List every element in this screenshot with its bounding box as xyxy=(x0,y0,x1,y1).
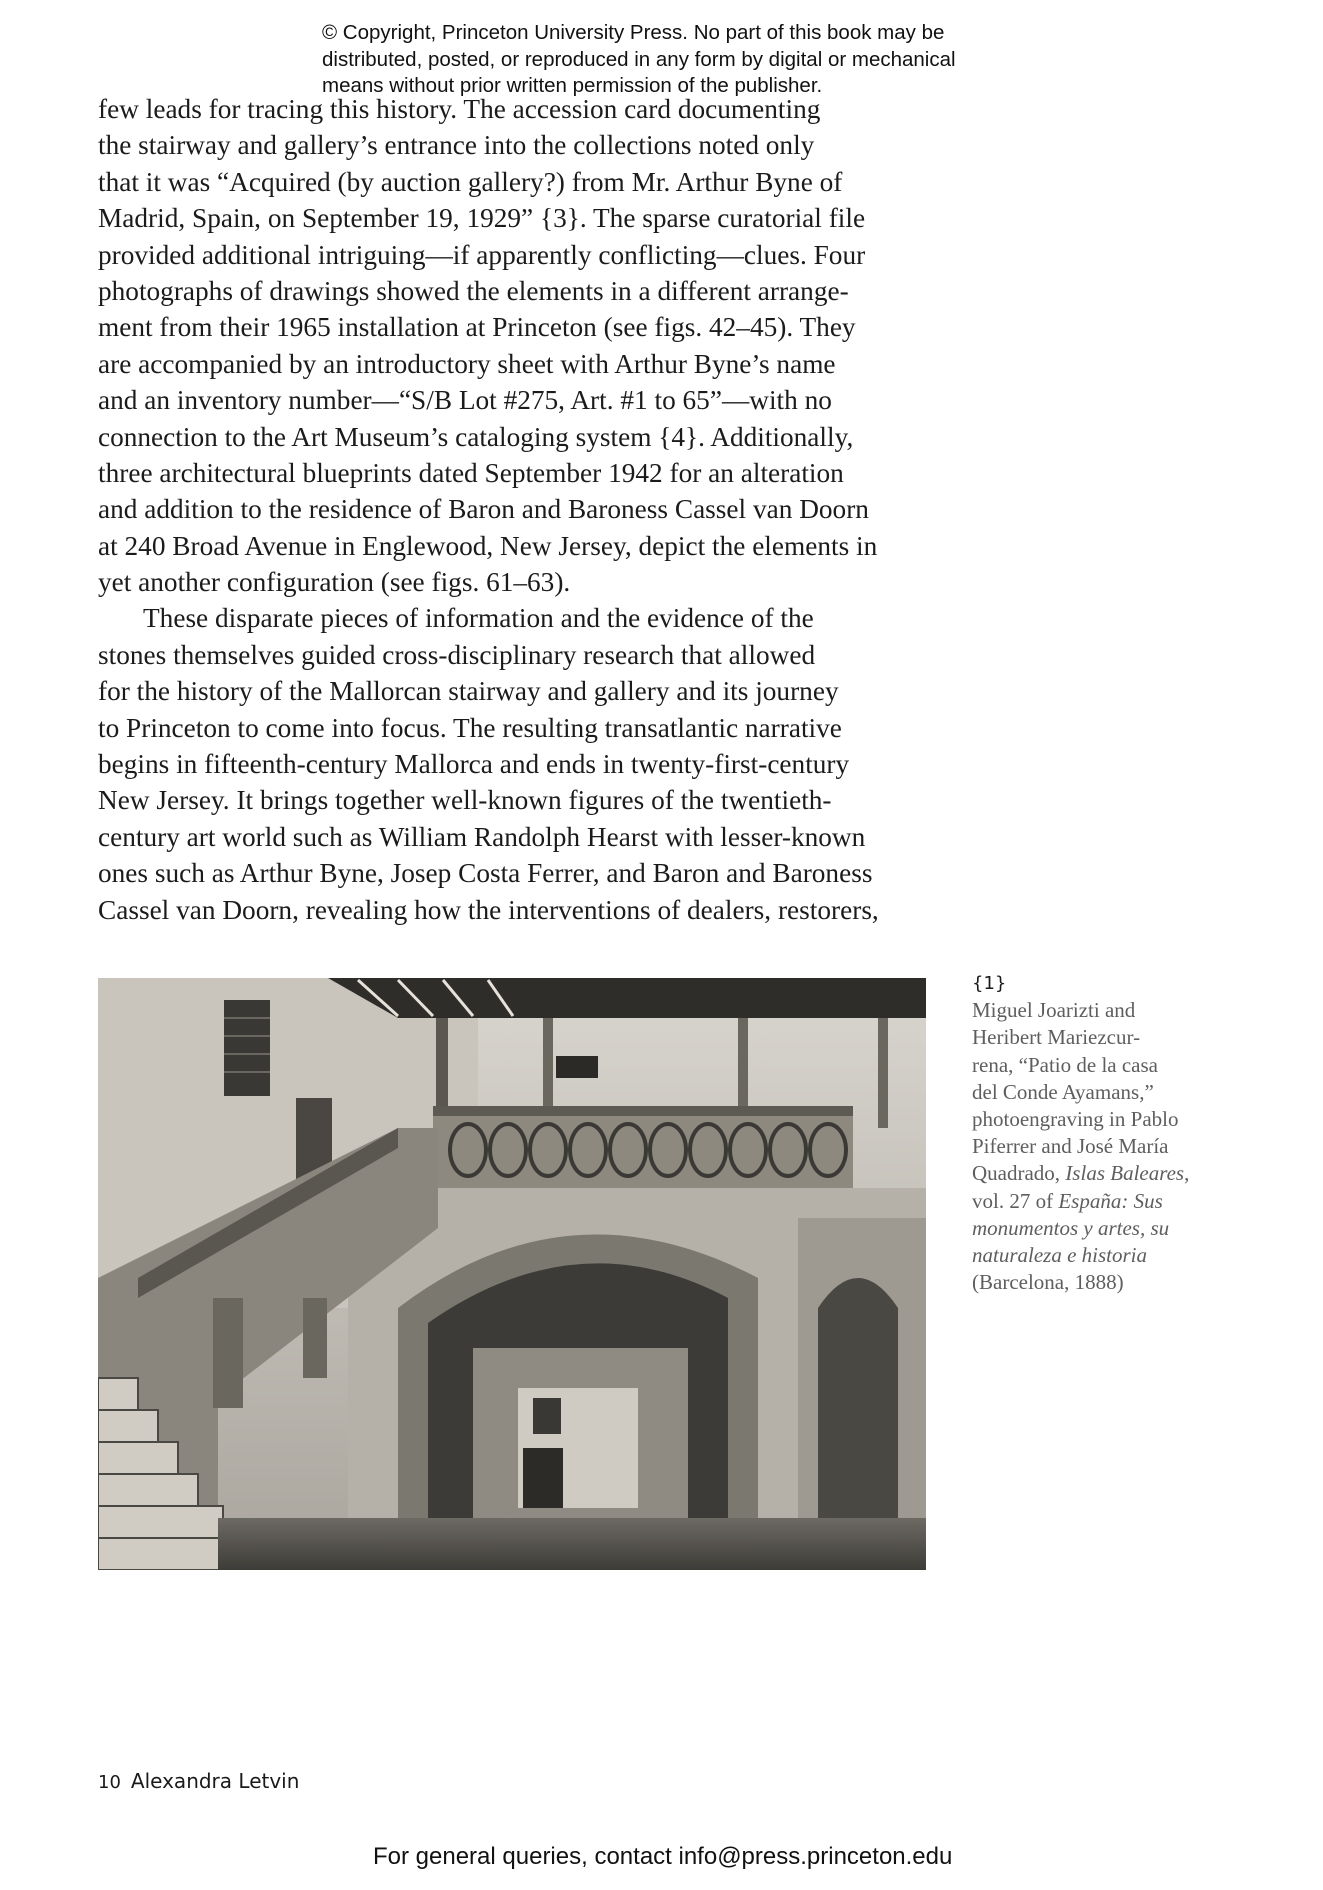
caption-line xyxy=(972,1160,1232,1187)
gallery-column xyxy=(878,1018,888,1128)
figure-caption xyxy=(972,970,1232,1296)
body-line: Madrid, Spain, on September 19, 1929” {3}. The sparse curatorial file xyxy=(98,203,866,234)
caption-line xyxy=(972,1188,1232,1215)
body-line: ones such as Arthur Byne, Josep Costa Ferrer, and Baron and Baroness xyxy=(98,858,873,889)
body-line: century art world such as William Randolph Hearst with lesser-known xyxy=(98,821,866,852)
running-author: Alexandra Letvin xyxy=(130,1769,300,1793)
caption-line: (Barcelona, 1888) xyxy=(972,1270,1124,1295)
caption-line: del Conde Ayamans,” xyxy=(972,1079,1154,1104)
caption-line xyxy=(972,1215,1232,1242)
newel-post xyxy=(303,1298,327,1378)
body-line: few leads for tracing this history. The accession card documenting xyxy=(98,94,821,124)
body-text xyxy=(98,91,938,928)
caption-line: Heribert Mariezcur- xyxy=(972,1025,1141,1050)
courtyard-floor xyxy=(218,1518,926,1570)
caption-text: , xyxy=(1184,1161,1190,1186)
courtyard-photograph xyxy=(98,978,926,1570)
copyright-line: distributed, posted, or reproduced in any form by digital or mechanical xyxy=(322,47,956,71)
page-number: 10 xyxy=(98,1772,121,1793)
body-line: Cassel van Doorn, revealing how the interventions of dealers, restorers, xyxy=(98,894,879,925)
body-line: New Jersey. It brings together well-known figures of the twentieth- xyxy=(98,785,832,816)
page-folio xyxy=(98,1769,299,1793)
caption-line: Miguel Joarizti and xyxy=(972,998,1136,1023)
courtyard-illustration xyxy=(98,978,926,1570)
caption-italic: Islas Baleares xyxy=(1065,1161,1185,1186)
balustrade-rail xyxy=(433,1106,853,1116)
distant-door xyxy=(523,1448,563,1508)
copyright-line: means without prior written permission of the publisher. xyxy=(322,74,823,97)
caption-italic: España: Sus xyxy=(1058,1188,1163,1213)
body-line: ment from their 1965 installation at Princeton (see figs. 42–45). They xyxy=(98,312,856,343)
body-line: three architectural blueprints dated September 1942 for an alteration xyxy=(98,457,844,488)
body-line: to Princeton to come into focus. The resulting transatlantic narrative xyxy=(98,712,842,743)
newel-post xyxy=(213,1298,243,1408)
body-line: and addition to the residence of Baron and Baroness Cassel van Doorn xyxy=(98,494,869,525)
body-line: begins in fifteenth-century Mallorca and ends in twenty-first-century xyxy=(98,749,850,780)
roof-eaves xyxy=(328,978,926,1018)
body-line: that it was “Acquired (by auction gallery?) from Mr. Arthur Byne of xyxy=(98,166,843,197)
body-line: provided additional intriguing—if apparently conflicting—clues. Four xyxy=(98,239,866,270)
shuttered-window xyxy=(224,1000,270,1096)
copyright-notice xyxy=(322,20,1042,100)
body-line: and an inventory number—“S/B Lot #275, Art. #1 to 65”—with no xyxy=(98,385,832,416)
body-line: for the history of the Mallorcan stairway and gallery and its journey xyxy=(98,676,839,707)
figure-number: {1} xyxy=(972,973,1007,994)
body-line: connection to the Art Museum’s cataloging system {4}. Additionally, xyxy=(98,421,854,452)
caption-line xyxy=(972,1242,1232,1269)
distant-window xyxy=(533,1398,561,1434)
body-line: are accompanied by an introductory sheet with Arthur Byne’s name xyxy=(98,348,836,379)
caption-italic: monumentos y artes, su xyxy=(972,1215,1170,1240)
body-line: yet another configuration (see figs. 61–63). xyxy=(98,567,571,598)
body-line: the stairway and gallery’s entrance into the collections noted only xyxy=(98,130,815,161)
caption-line: Piferrer and José María xyxy=(972,1134,1169,1159)
caption-text: vol. 27 of xyxy=(972,1188,1059,1213)
body-line: stones themselves guided cross-disciplinary research that allowed xyxy=(98,639,816,670)
caption-line: photoengraving in Pablo xyxy=(972,1107,1179,1132)
caption-line: rena, “Patio de la casa xyxy=(972,1052,1158,1077)
body-line: photographs of drawings showed the elements in a different arrange- xyxy=(98,275,849,306)
body-line: at 240 Broad Avenue in Englewood, New Jersey, depict the elements in xyxy=(98,530,878,561)
paragraph-start-line: These disparate pieces of information and the evidence of the xyxy=(143,603,814,634)
caption-text: Quadrado, xyxy=(972,1161,1066,1186)
small-window xyxy=(556,1056,598,1078)
footer-contact: For general queries, contact info@press.princeton.edu xyxy=(373,1843,953,1870)
caption-italic: naturaleza e historia xyxy=(972,1243,1148,1268)
copyright-line: © Copyright, Princeton University Press. No part of this book may be xyxy=(322,21,945,44)
